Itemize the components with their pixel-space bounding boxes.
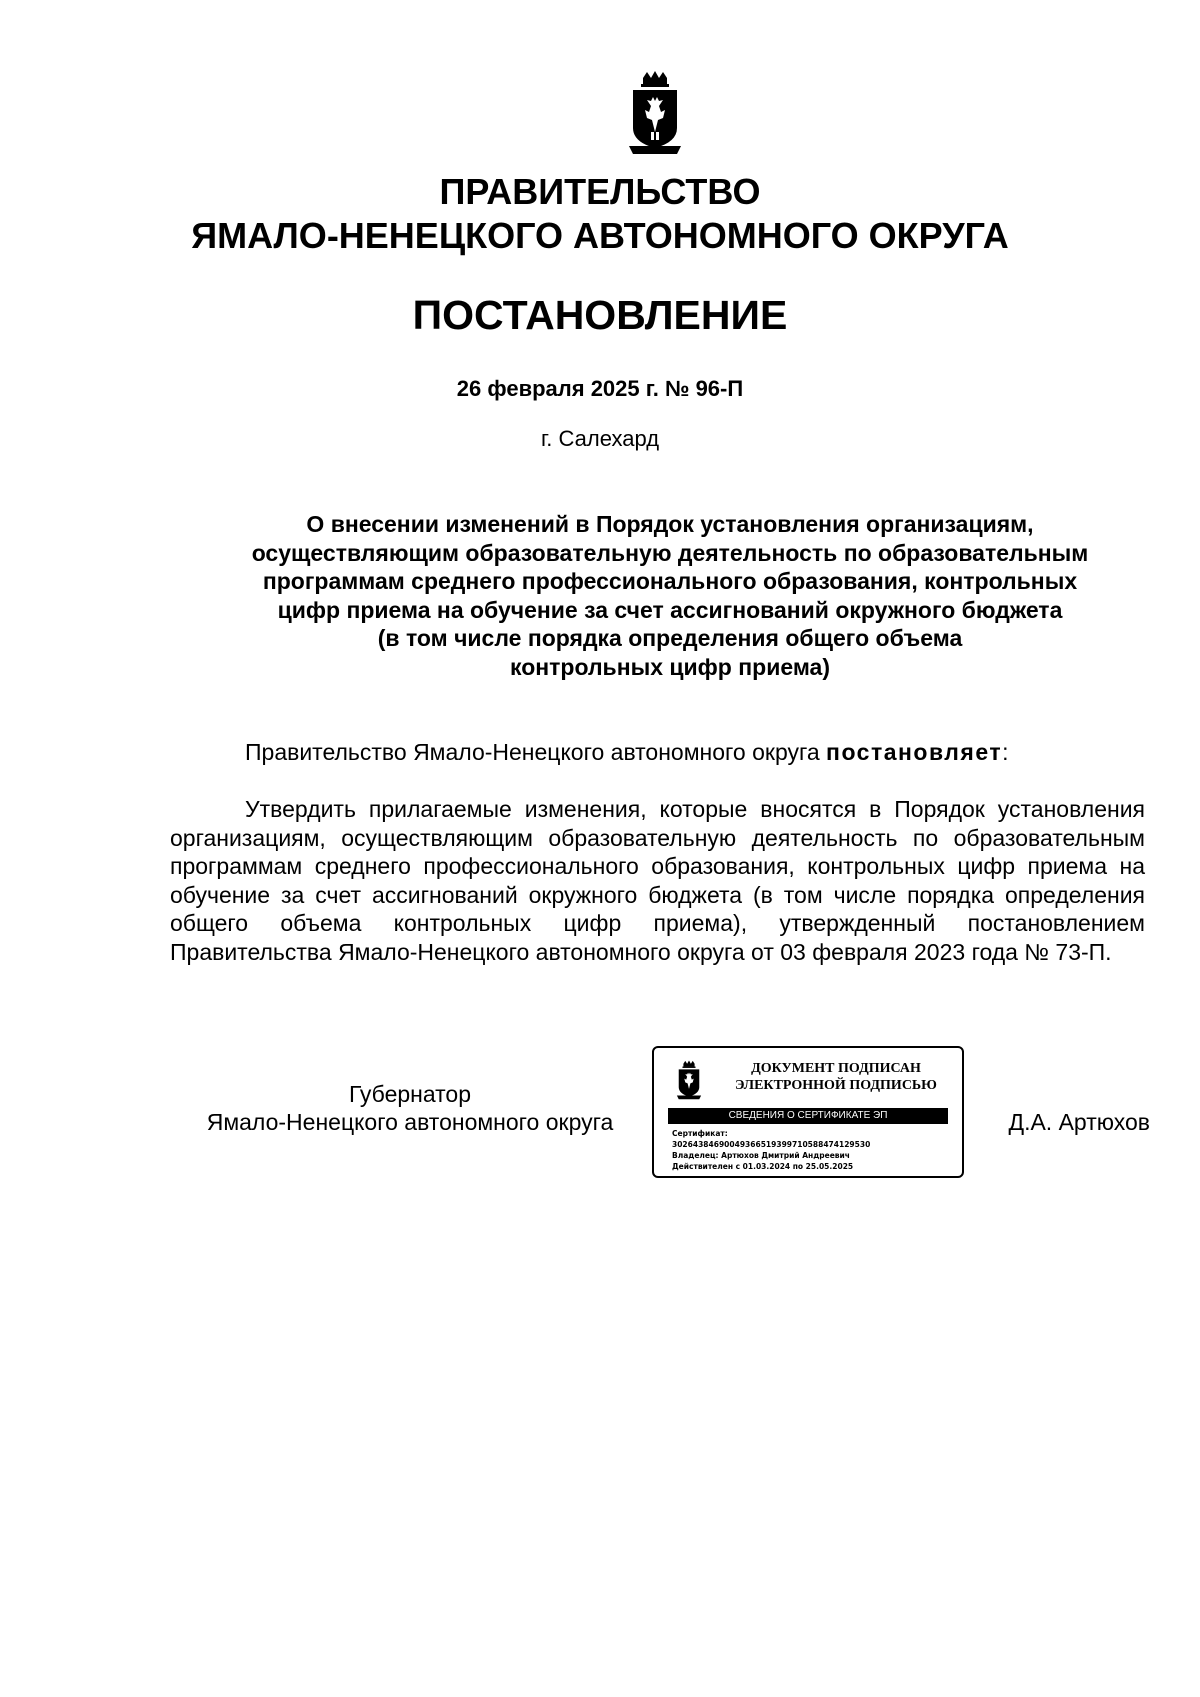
stamp-certificate-header: СВЕДЕНИЯ О СЕРТИФИКАТЕ ЭП — [668, 1108, 948, 1124]
government-name-line2: ЯМАЛО-НЕНЕЦКОГО АВТОНОМНОГО ОКРУГА — [191, 215, 1009, 256]
stamp-cert-number: 30264384690049366519399710588474129530 — [672, 1140, 871, 1149]
document-date-number: 26 февраля 2025 г. № 96-П — [456, 376, 744, 401]
document-type: ПОСТАНОВЛЕНИЕ — [412, 292, 788, 338]
electronic-signature-stamp — [652, 1046, 964, 1178]
preamble — [170, 738, 1145, 766]
subject-line: программам среднего профессионального образования, контрольных — [262, 568, 1078, 594]
coat-of-arms-icon — [625, 70, 685, 160]
stamp-title-line1: ДОКУМЕНТ ПОДПИСАН — [751, 1061, 921, 1076]
preamble-emphasis: постановляет — [826, 739, 1003, 765]
subject-line: (в том числе порядка определения общего объема — [377, 625, 963, 651]
subject-line: О внесении изменений в Порядок установления организациям, — [306, 511, 1034, 537]
signatory-name: Д.А. Артюхов — [1008, 1109, 1150, 1135]
subject-line: цифр приема на обучение за счет ассигнований окружного бюджета — [277, 596, 1063, 623]
stamp-title — [716, 1060, 956, 1094]
signatory-position-line2: Ямало-Ненецкого автономного округа — [206, 1109, 614, 1135]
document-place: г. Салехард — [540, 426, 660, 451]
subject-line: осуществляющим образовательную деятельность по образовательным — [251, 539, 1089, 566]
stamp-certificate-details — [672, 1128, 957, 1172]
preamble-text: Правительство Ямало-Ненецкого автономного округа — [245, 739, 827, 765]
signatory-position — [170, 1080, 650, 1136]
government-name-line1: ПРАВИТЕЛЬСТВО — [439, 171, 761, 212]
stamp-cert-label: Сертификат: — [672, 1129, 728, 1138]
coat-of-arms-icon — [674, 1060, 704, 1102]
signatory-position-line1: Губернатор — [348, 1081, 472, 1107]
stamp-title-line2: ЭЛЕКТРОННОЙ ПОДПИСЬЮ — [735, 1078, 937, 1093]
stamp-validity: Действителен с 01.03.2024 по 25.05.2025 — [672, 1162, 854, 1171]
resolution-paragraph: Утвердить прилагаемые изменения, которые вносятся в Порядок установления организациям, осуществляющим образовательную деятельность по образовательным программам среднего профессионального образования, контрольных цифр приема на обучение за счет ассигнований окружного бюджета (в том числе порядка определения общего объема контрольных цифр приема), утвержденный постановлением Правительства Ямало-Ненецкого автономного округа от 03 февраля 2023 года № 73-П. — [170, 796, 1145, 965]
government-name — [0, 170, 1200, 258]
document-subject — [170, 510, 1170, 681]
preamble-suffix: : — [1002, 739, 1009, 765]
stamp-owner: Владелец: Артюхов Дмитрий Андреевич — [672, 1151, 850, 1160]
subject-line: контрольных цифр приема) — [510, 653, 830, 680]
